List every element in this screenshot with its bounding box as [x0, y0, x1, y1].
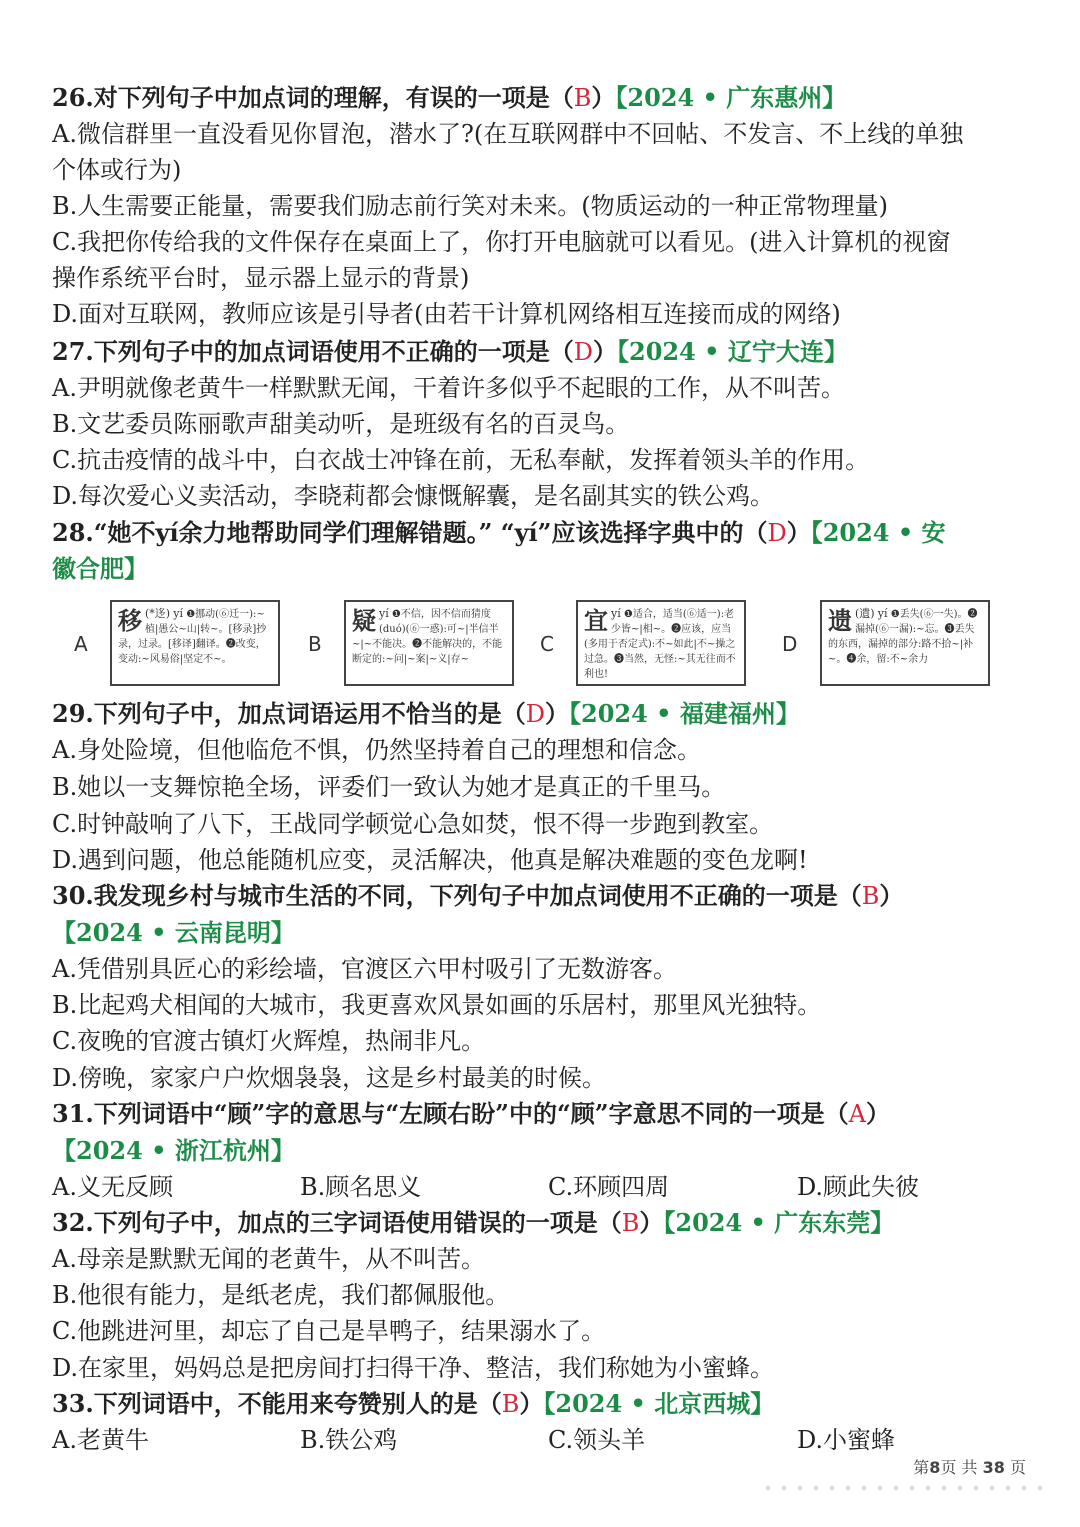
- dict-note: (遺): [855, 607, 875, 620]
- question-30-source: [52, 915, 1042, 951]
- source-tag: 【2024 • 福建福州】: [569, 699, 800, 728]
- paren-close: ）: [593, 337, 618, 366]
- dict-pinyin: yí: [877, 607, 888, 620]
- paren-close: ）: [879, 881, 904, 910]
- answer: B: [501, 1390, 520, 1418]
- option-a-cont: 个体或行为): [52, 156, 182, 184]
- option-a: A.母亲是默默无闻的老黄牛，从不叫苦。: [52, 1245, 485, 1273]
- option-d: D.傍晚，家家户户炊烟袅袅，这是乡村最美的时候。: [52, 1064, 607, 1092]
- answer: B: [861, 882, 880, 910]
- source-tag: 【2024 • 辽宁大连】: [617, 337, 848, 366]
- option-a: A.老黄牛: [52, 1426, 149, 1454]
- option-d: D.面对互联网，教师应该是引导者(由若干计算机网络相互连接而成的网络): [52, 300, 841, 328]
- answer: B: [621, 1209, 640, 1237]
- dict-card-d: [820, 600, 990, 686]
- option-a: A.义无反顾: [52, 1173, 173, 1201]
- answer: A: [848, 1100, 866, 1128]
- stem-text: 31.下列词语中“顾”字的意思与“左顾右盼”中的“顾”字意思不同的一项是（: [52, 1099, 849, 1128]
- dict-char: 遗: [828, 606, 852, 635]
- source-tag: 【2024 • 广东东莞】: [663, 1208, 895, 1237]
- option-b: B.她以一支舞惊艳全场，评委们一致认为她才是真正的千里马。: [52, 773, 726, 801]
- dict-char: 疑: [352, 606, 376, 635]
- options-row: [52, 1422, 1042, 1458]
- dict-char: 移: [118, 606, 142, 635]
- question-32-stem: [52, 1205, 1042, 1241]
- option-c: C.环顾四周: [548, 1173, 670, 1201]
- decorative-dots: [760, 1484, 1050, 1492]
- dict-card-c: [576, 600, 746, 686]
- total-pages: 38: [982, 1458, 1005, 1477]
- footer-post: 页: [1009, 1458, 1026, 1477]
- stem-text: 26.对下列句子中加点词的理解，有误的一项是（: [52, 83, 574, 112]
- option-a: A.凭借别具匠心的彩绘墙，官渡区六甲村吸引了无数游客。: [52, 955, 677, 983]
- answer: B: [573, 84, 592, 112]
- option-b: B.顾名思义: [300, 1173, 422, 1201]
- stem-text: 27.下列句子中的加点词语使用不正确的一项是（: [52, 337, 574, 366]
- paren-close: ）: [639, 1208, 664, 1237]
- source-tag: 【2024 • 安: [810, 518, 946, 547]
- paren-close: ）: [786, 518, 811, 547]
- question-29-stem: [52, 696, 1042, 732]
- current-page: 8: [929, 1458, 941, 1477]
- option-letter-c: C: [540, 632, 554, 656]
- stem-text: 30.我发现乡村与城市生活的不同，下列句子中加点词使用不正确的一项是（: [52, 881, 862, 910]
- options-row: [52, 1169, 1042, 1205]
- option-c: C.领头羊: [548, 1426, 646, 1454]
- paren-close: ）: [865, 1099, 890, 1128]
- footer-mid: 页 共: [940, 1458, 978, 1477]
- stem-text: 29.下列句子中，加点词语运用不恰当的是（: [52, 699, 526, 728]
- option-c: C.他跳进河里，却忘了自己是旱鸭子，结果溺水了。: [52, 1317, 606, 1345]
- answer: D: [573, 338, 594, 366]
- option-d: D.顾此失彼: [797, 1173, 920, 1201]
- option-letter-a: A: [74, 632, 88, 656]
- question-30-stem: [52, 878, 1042, 914]
- dict-pinyin: yí: [173, 607, 184, 620]
- dict-pinyin: yí: [379, 607, 389, 620]
- question-28-stem: [52, 515, 1042, 551]
- option-d: D.小蜜蜂: [797, 1426, 896, 1454]
- option-b: B.他很有能力，是纸老虎，我们都佩服他。: [52, 1281, 510, 1309]
- dict-pinyin: yí: [611, 607, 621, 620]
- dict-card-a: [110, 600, 280, 686]
- option-b: B.铁公鸡: [300, 1426, 398, 1454]
- option-letter-b: B: [308, 632, 322, 656]
- stem-text: 32.下列句子中，加点的三字词语使用错误的一项是（: [52, 1208, 622, 1237]
- option-letter-d: D: [782, 632, 798, 656]
- answer: D: [525, 700, 546, 728]
- stem-text: 28.“她不yí余力地帮助同学们理解错题。” “yí”应该选择字典中的（: [52, 518, 768, 547]
- option-a: A.微信群里一直没看见你冒泡，潜水了?(在互联网群中不回帖、不发言、不上线的单独: [52, 120, 964, 148]
- option-d: D.在家里，妈妈总是把房间打扫得干净、整洁，我们称她为小蜜蜂。: [52, 1354, 775, 1382]
- paren-close: ）: [545, 699, 570, 728]
- option-c: C.抗击疫情的战斗中，白衣战士冲锋在前，无私奉献，发挥着领头羊的作用。: [52, 446, 870, 474]
- question-33-stem: [52, 1386, 1042, 1422]
- option-a: A.尹明就像老黄牛一样默默无闻，干着许多似乎不起眼的工作，从不叫苦。: [52, 374, 845, 402]
- option-c-cont: 操作系统平台时，显示器上显示的背景): [52, 264, 470, 292]
- footer-pre: 第: [913, 1458, 930, 1477]
- option-c: C.夜晚的官渡古镇灯火辉煌，热闹非凡。: [52, 1027, 486, 1055]
- option-b: B.人生需要正能量，需要我们励志前行笑对未来。(物质运动的一种正常物理量): [52, 192, 888, 220]
- source-tag: 【2024 • 北京西城】: [543, 1389, 775, 1418]
- question-31-source: [52, 1133, 1042, 1169]
- source-tag-cont: 徽合肥】: [52, 554, 148, 583]
- option-c: C.时钟敲响了八下，王战同学顿觉心急如焚，恨不得一步跑到教室。: [52, 810, 774, 838]
- dictionary-entries: [60, 596, 1020, 696]
- paren-close: ）: [519, 1389, 544, 1418]
- dict-note: (*迻): [145, 607, 171, 620]
- stem-text: 33.下列词语中，不能用来夸赞别人的是（: [52, 1389, 502, 1418]
- dict-text: ❶丢失(⑥一失)。❷漏掉(⑥一漏):~忘。❸丢失的东西，漏掉的部分:路不拾~|补~。❹余，留:不~余力: [828, 609, 978, 665]
- question-27-stem: [52, 334, 1042, 370]
- source-tag: 【2024 • 云南昆明】: [52, 918, 295, 947]
- dict-text: ❶挪动(⑥迁一):~植|愚公~山|转~。[移录]抄录，过录。[移译]翻译。❷改变，变动:~风易俗|坚定不~。: [118, 609, 267, 665]
- option-d: D.每次爱心义卖活动，李晓莉都会慷慨解囊，是名副其实的铁公鸡。: [52, 482, 775, 510]
- option-c: C.我把你传给我的文件保存在桌面上了，你打开电脑就可以看见。(进入计算机的视窗: [52, 228, 951, 256]
- page-number: [913, 1455, 1026, 1478]
- question-26-stem: [52, 80, 1042, 116]
- option-b: B.比起鸡犬相闻的大城市，我更喜欢风景如画的乐居村，那里风光独特。: [52, 991, 822, 1019]
- paren-close: ）: [591, 83, 616, 112]
- answer: D: [767, 519, 787, 547]
- dict-text: ❶适合，适当(⑥适一):老少皆~|相~。❷应该，应当(多用于否定式):不~如此|不~操之过急。❸当然，无怪:~其无往而不利也!: [584, 609, 736, 680]
- option-b: B.文艺委员陈丽歌声甜美动听，是班级有名的百灵鸟。: [52, 410, 630, 438]
- question-28-stem-cont: [52, 551, 1042, 587]
- dict-text: ❶不信，因不信而猜度(duó)(⑥一惑):可~|半信半~|~不能决。❷不能解决的，不能断定的:~问|~案|~义|存~: [352, 609, 503, 665]
- source-tag: 【2024 • 浙江杭州】: [52, 1136, 295, 1165]
- dict-char: 宜: [584, 606, 608, 635]
- question-31-stem: [52, 1096, 1042, 1132]
- option-d: D.遇到问题，他总能随机应变，灵活解决，他真是解决难题的变色龙啊!: [52, 846, 808, 874]
- dict-card-b: [344, 600, 514, 686]
- option-a: A.身处险境，但他临危不惧，仍然坚持着自己的理想和信念。: [52, 736, 701, 764]
- source-tag: 【2024 • 广东惠州】: [615, 83, 847, 112]
